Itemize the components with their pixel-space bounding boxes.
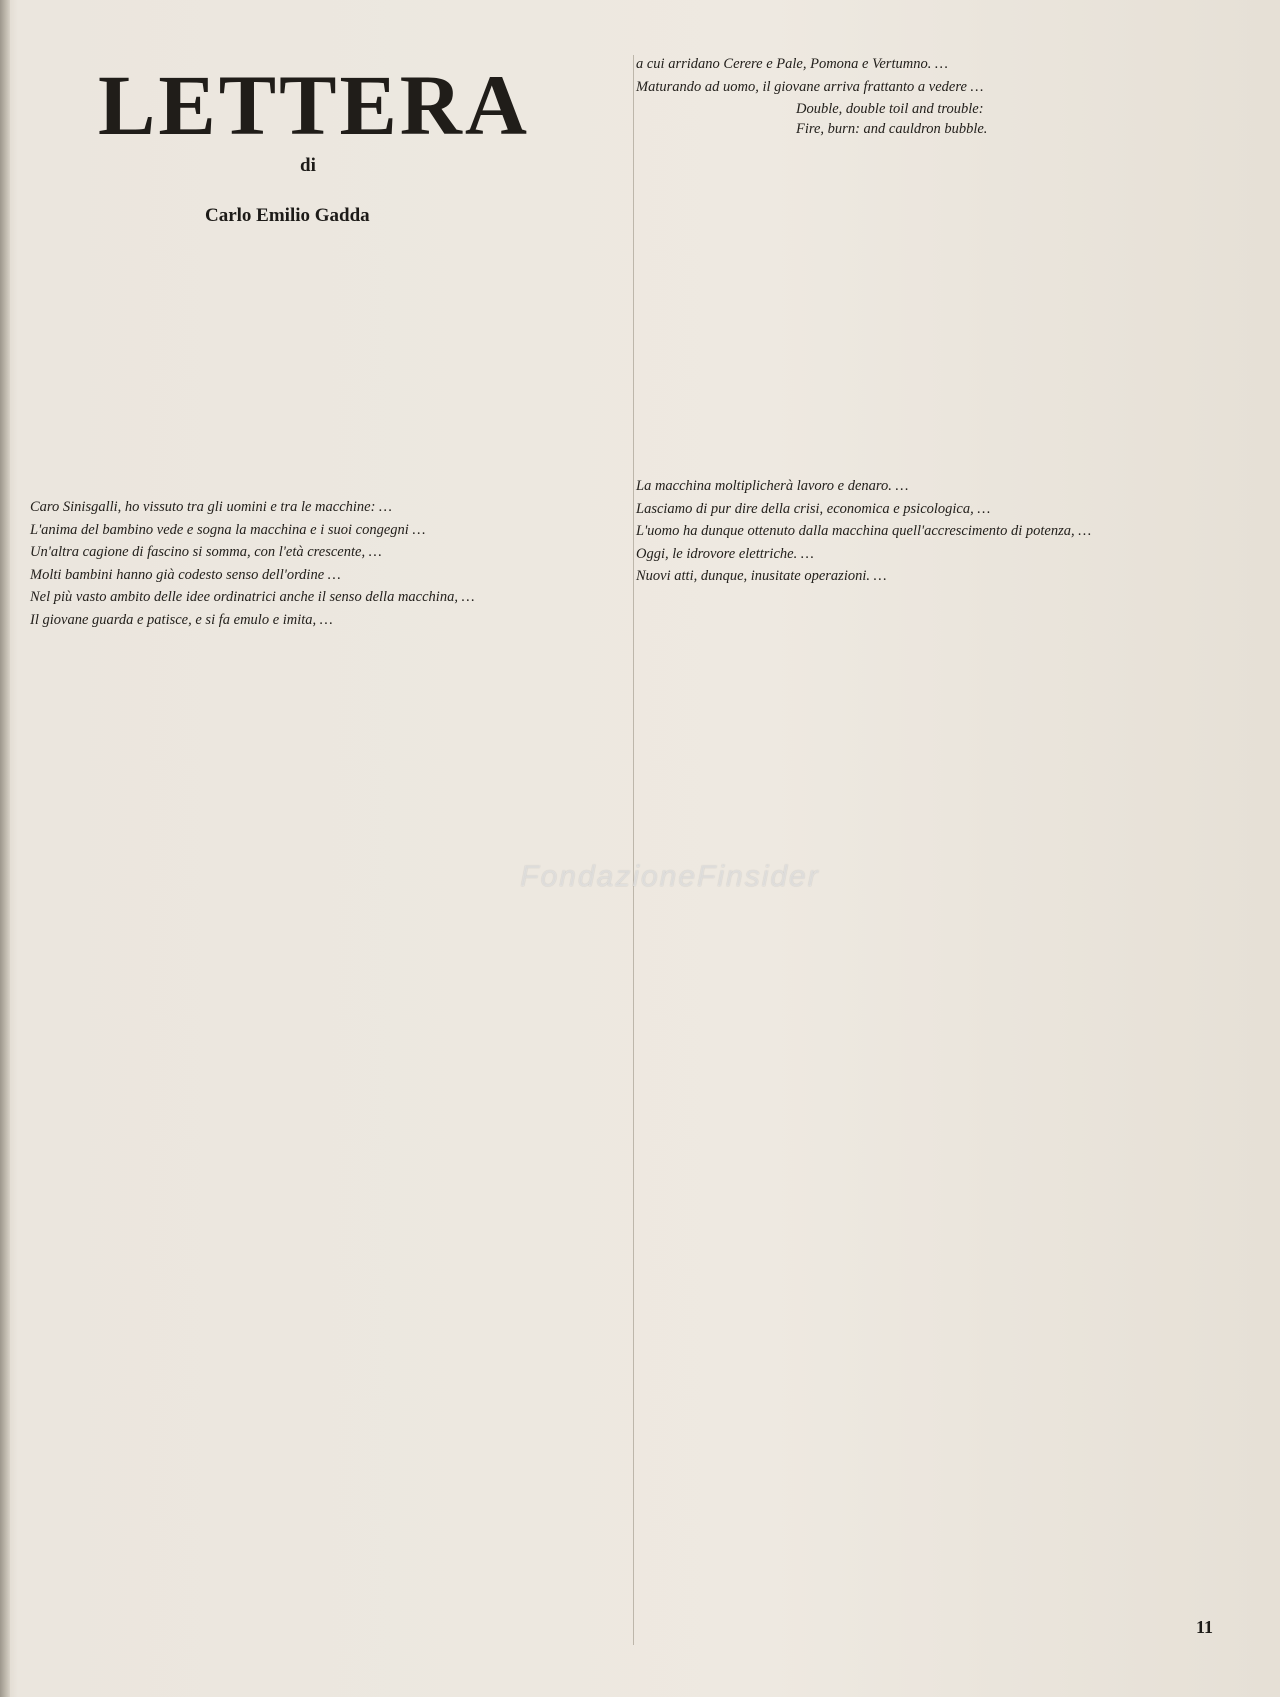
paragraph: L'uomo ha dunque ottenuto dalla macchina quell'accrescimento di potenza, … [636, 523, 1092, 539]
paragraph: a cui arridano Cerere e Pale, Pomona e Vertumno. … [636, 56, 948, 72]
paragraph: Un'altra cagione di fascino si somma, con l'età crescente, … [30, 544, 382, 560]
left-column [30, 498, 630, 1648]
paragraph: Caro Sinisgalli, ho vissuto tra gli uomini e tra le macchine: … [30, 499, 392, 515]
author-name: Carlo Emilio Gadda [205, 205, 370, 226]
column-divider [633, 55, 634, 1645]
watermark: FondazioneFinsider [520, 860, 820, 893]
paragraph: Nel più vasto ambito delle idee ordinatrici anche il senso della macchina, … [30, 589, 475, 605]
right-column-bottom [636, 477, 1216, 1647]
paragraph: Lasciamo di pur dire della crisi, economica e psicologica, … [636, 500, 991, 517]
paragraph: La macchina moltiplicherà lavoro e denaro. … [636, 478, 909, 494]
byline-prefix: di [300, 155, 316, 176]
paragraph: Oggi, le idrovore elettriche. … [636, 545, 814, 562]
paragraph: Il giovane guarda e patisce, e si fa emulo e imita, … [30, 611, 333, 628]
quote-line: Fire, burn: and cauldron bubble. [796, 120, 988, 137]
paragraph: Maturando ad uomo, il giovane arriva frattanto a vedere … [636, 78, 984, 95]
paragraph: Nuovi atti, dunque, inusitate operazioni. … [636, 568, 887, 584]
page-number: 11 [1196, 1617, 1214, 1637]
page-spine-shadow [0, 0, 10, 1697]
article-title: LETTERA [98, 57, 531, 153]
paragraph: Molti bambini hanno già codesto senso dell'ordine … [30, 566, 341, 583]
right-column-top [636, 55, 1216, 465]
paragraph: L'anima del bambino vede e sogna la macchina e i suoi congegni … [30, 521, 426, 538]
quote-line: Double, double toil and trouble: [796, 101, 984, 117]
shakespeare-quote [636, 100, 1216, 139]
